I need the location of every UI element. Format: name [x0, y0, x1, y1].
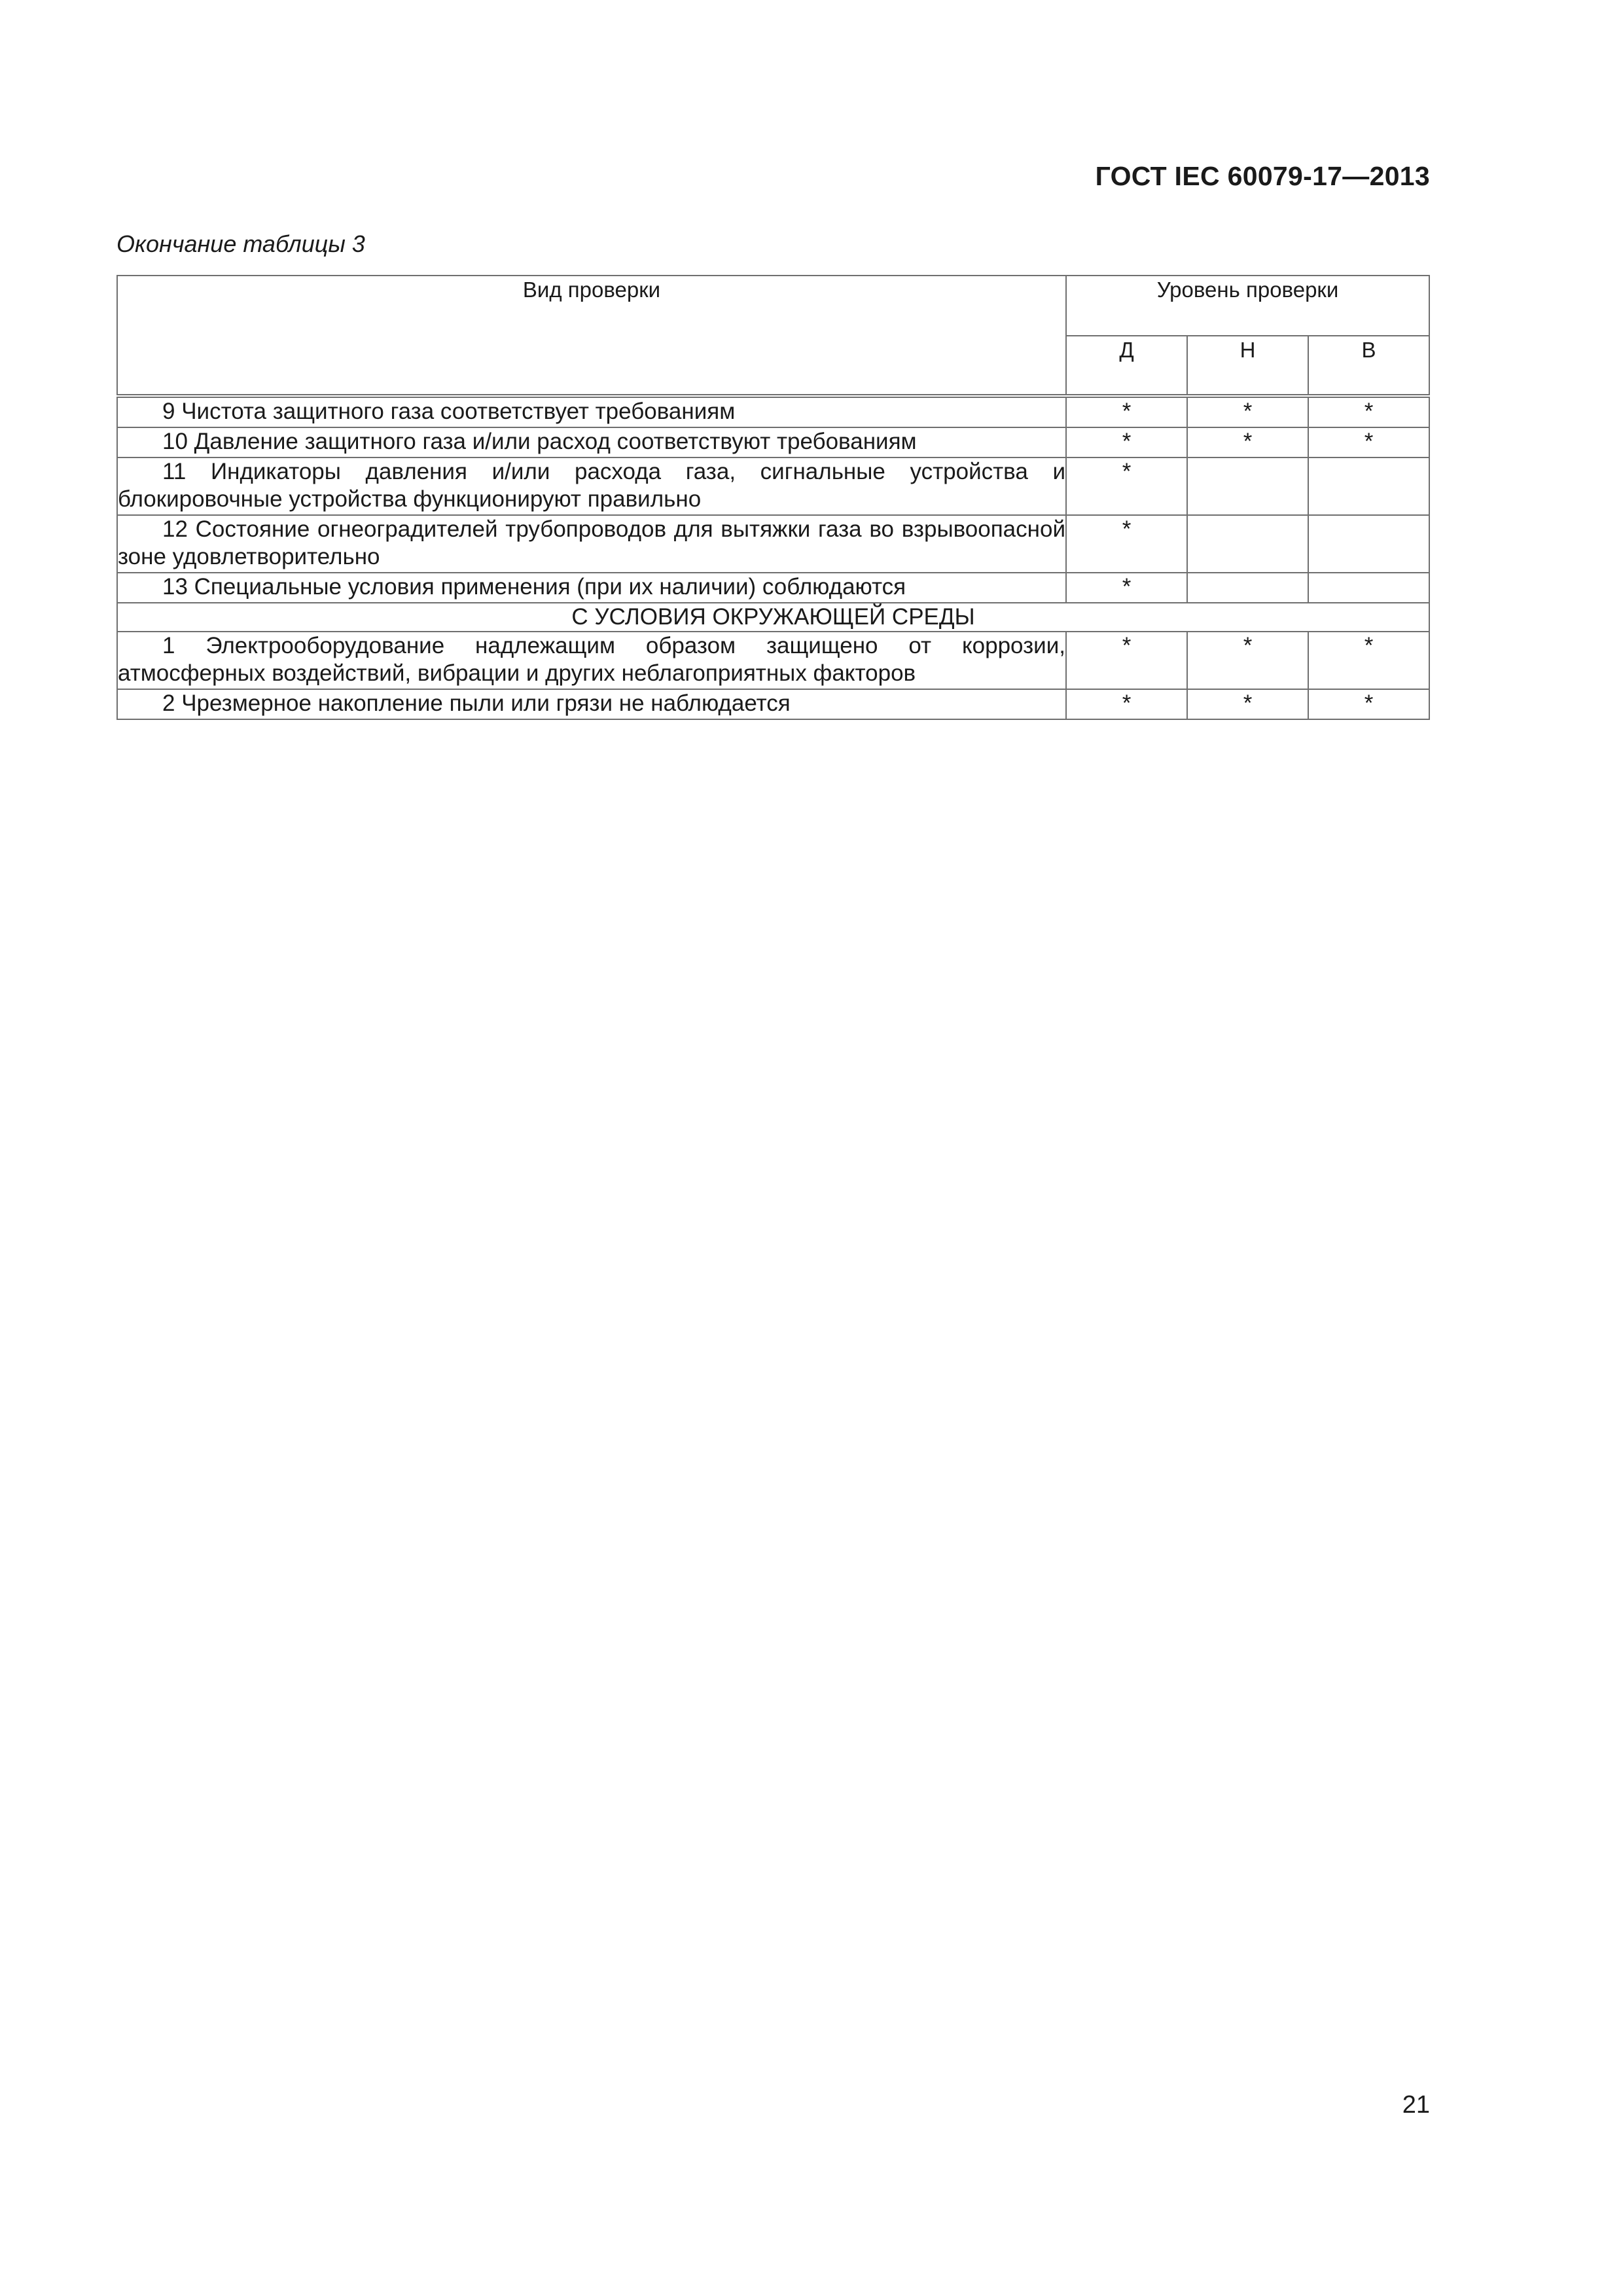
- row-mark-d: *: [1066, 632, 1187, 689]
- table-row: [117, 573, 1429, 603]
- row-mark-n: *: [1187, 396, 1308, 427]
- table-body: [117, 396, 1429, 719]
- row-mark-d: *: [1066, 396, 1187, 427]
- row-mark-d: *: [1066, 573, 1187, 603]
- header-inspection-level: Уровень проверки: [1066, 276, 1429, 336]
- row-mark-n: *: [1187, 427, 1308, 457]
- table-row: [117, 396, 1429, 427]
- row-mark-v: *: [1308, 396, 1429, 427]
- row-mark-v: [1308, 515, 1429, 573]
- row-mark-d: *: [1066, 515, 1187, 573]
- table-header: [117, 276, 1429, 396]
- table-row: [117, 689, 1429, 719]
- row-description: 9 Чистота защитного газа соответствует требованиям: [117, 396, 1066, 427]
- inspection-table: [116, 275, 1430, 720]
- row-mark-d: *: [1066, 427, 1187, 457]
- row-mark-n: *: [1187, 689, 1308, 719]
- row-mark-v: [1308, 457, 1429, 515]
- document-header: ГОСТ IEC 60079-17—2013: [1095, 161, 1430, 191]
- table-row: [117, 457, 1429, 515]
- row-mark-n: [1187, 457, 1308, 515]
- page-number: 21: [1402, 2091, 1430, 2119]
- section-c-title: С УСЛОВИЯ ОКРУЖАЮЩЕЙ СРЕДЫ: [117, 603, 1429, 632]
- row-mark-v: [1308, 573, 1429, 603]
- table-caption: Окончание таблицы 3: [116, 230, 365, 257]
- table-row: [117, 632, 1429, 689]
- row-mark-n: *: [1187, 632, 1308, 689]
- section-row: [117, 603, 1429, 632]
- row-mark-d: *: [1066, 457, 1187, 515]
- table-row: [117, 427, 1429, 457]
- row-mark-n: [1187, 515, 1308, 573]
- header-level-d: Д: [1066, 336, 1187, 396]
- table-row: [117, 515, 1429, 573]
- row-mark-v: *: [1308, 632, 1429, 689]
- row-mark-n: [1187, 573, 1308, 603]
- row-mark-d: *: [1066, 689, 1187, 719]
- header-level-n: Н: [1187, 336, 1308, 396]
- row-description: 13 Специальные условия применения (при их наличии) соблюдаются: [117, 573, 1066, 603]
- header-inspection-type: Вид проверки: [117, 276, 1066, 396]
- header-level-v: В: [1308, 336, 1429, 396]
- row-description: 11 Индикаторы давления и/или расхода газа, сигнальные устройства и блокировочные устройства функционируют правильно: [117, 457, 1066, 515]
- row-description: 1 Электрооборудование надлежащим образом защищено от коррозии, атмосферных воздействий, вибрации и других неблагоприятных факторов: [117, 632, 1066, 689]
- row-description: 10 Давление защитного газа и/или расход соответствуют требованиям: [117, 427, 1066, 457]
- row-mark-v: *: [1308, 689, 1429, 719]
- row-description: 12 Состояние огнеоградителей трубопроводов для вытяжки газа во взрывоопасной зоне удовлетворительно: [117, 515, 1066, 573]
- row-mark-v: *: [1308, 427, 1429, 457]
- row-description: 2 Чрезмерное накопление пыли или грязи не наблюдается: [117, 689, 1066, 719]
